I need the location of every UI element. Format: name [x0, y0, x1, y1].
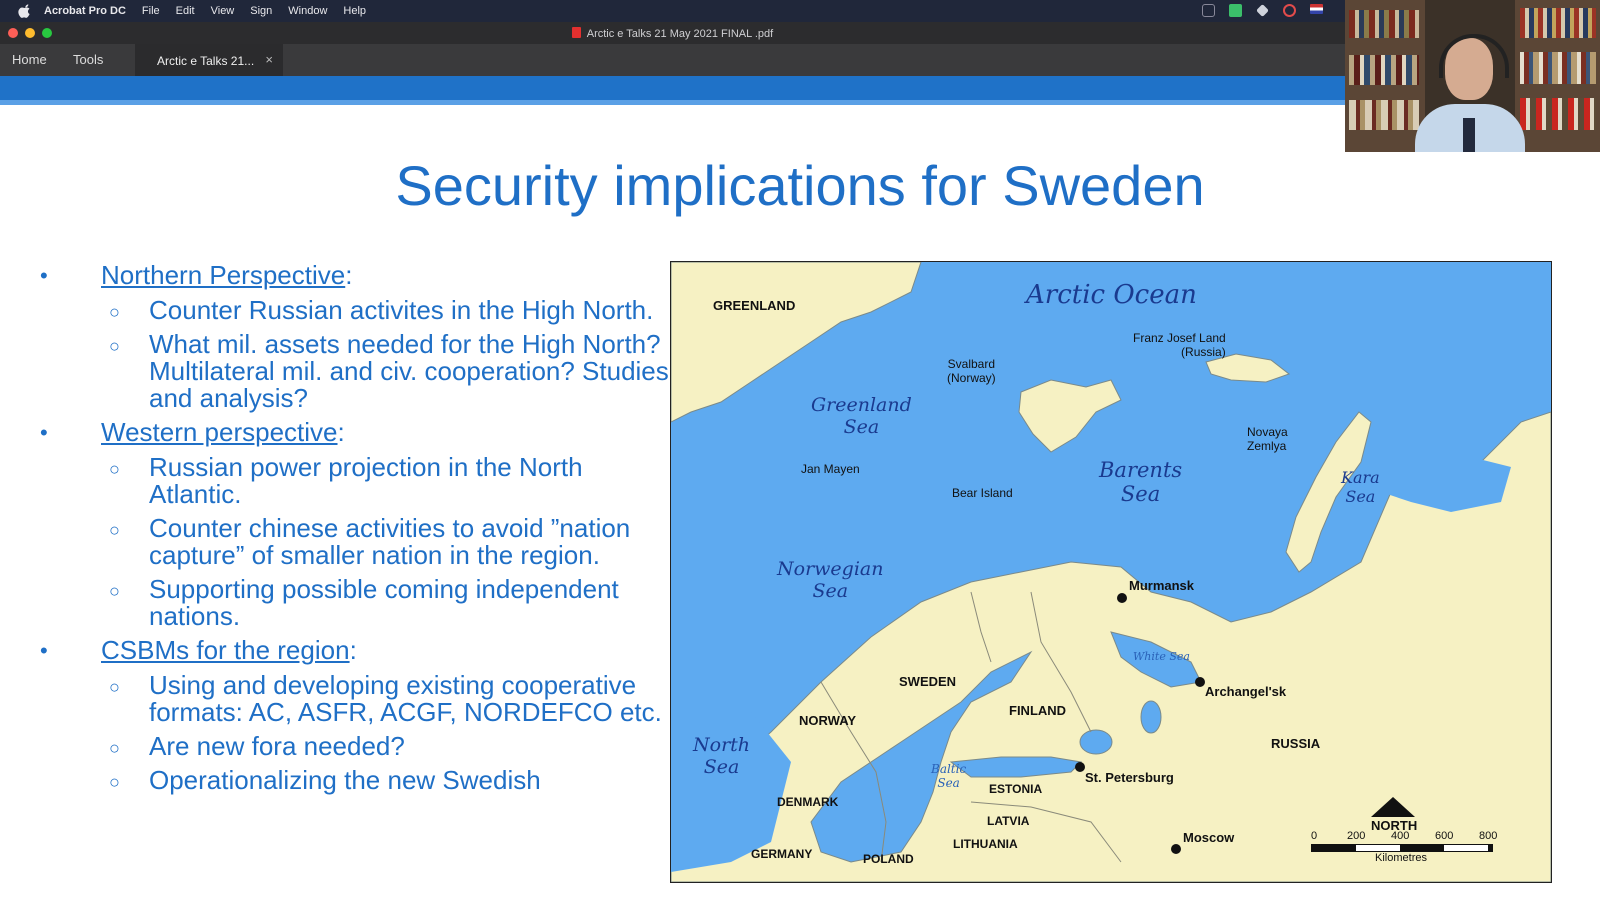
flag-icon[interactable] — [1310, 4, 1323, 14]
screen-share-icon[interactable] — [1202, 4, 1215, 17]
section-heading-link[interactable]: CSBMs for the region — [101, 635, 350, 665]
bullet-section — [40, 419, 670, 446]
label-latvia: LATVIA — [987, 814, 1030, 828]
sub-bullet: ○ What mil. assets needed for the High North? Multilateral mil. and civ. cooperation? Studies and analysis? — [40, 331, 670, 412]
section-heading-suffix: : — [337, 417, 345, 447]
menu-file[interactable]: File — [141, 5, 160, 17]
lake-ladoga — [1080, 730, 1112, 754]
apple-icon[interactable] — [18, 4, 32, 18]
label-greenland: GREENLAND — [713, 298, 796, 313]
city-dot-archangelsk — [1195, 677, 1205, 687]
sea-name: Greenland — [811, 394, 912, 416]
island-owner: (Russia) — [1181, 345, 1226, 359]
scale-tick: 200 — [1347, 830, 1366, 842]
book-row — [1349, 10, 1419, 38]
label-finland: FINLAND — [1009, 703, 1067, 718]
slide-title: Security implications for Sweden — [395, 154, 1205, 217]
label-svalbard — [947, 357, 996, 385]
speaker-tie — [1463, 118, 1475, 152]
arctic-map — [670, 261, 1552, 883]
sub-bullet: ○ Operationalizing the new Swedish — [40, 767, 670, 794]
label-sweden: SWEDEN — [899, 674, 957, 689]
scale-tick: 800 — [1479, 830, 1498, 842]
scale-bar-graphic — [1311, 844, 1493, 852]
menu-view[interactable]: View — [210, 5, 235, 17]
sea-name: White — [1133, 650, 1166, 663]
sea-name: Norwegian — [777, 558, 884, 580]
svalbard-land — [1019, 380, 1121, 452]
menu-edit[interactable]: Edit — [175, 5, 195, 17]
slide-header-accent — [0, 100, 1345, 105]
scale-tick: 600 — [1435, 830, 1454, 842]
label-denmark: DENMARK — [777, 795, 839, 809]
city-dot-moscow — [1171, 844, 1181, 854]
participant-video — [1345, 0, 1600, 152]
tab-tools[interactable]: Tools — [73, 52, 104, 67]
scale-bar — [1311, 830, 1501, 864]
island-owner: Zemlya — [1247, 439, 1287, 453]
label-kara-sea — [1341, 468, 1380, 506]
bottom-strip — [0, 885, 1600, 903]
dropbox-icon[interactable] — [1256, 4, 1269, 17]
status-tray — [1202, 4, 1323, 17]
pdf-file-icon — [572, 27, 581, 38]
label-estonia: ESTONIA — [989, 782, 1043, 796]
lake-onega — [1141, 701, 1161, 733]
book-row — [1349, 100, 1419, 130]
label-novaya-zemlya — [1247, 425, 1288, 453]
sea-suffix: Sea — [703, 756, 740, 778]
scale-unit: Kilometres — [1375, 852, 1427, 864]
menu-window[interactable]: Window — [288, 5, 328, 17]
label-bear-island: Bear Island — [952, 486, 1013, 500]
menu-help[interactable]: Help — [343, 5, 367, 17]
sea-name: Kara — [1341, 468, 1380, 487]
label-st-petersburg: St. Petersburg — [1085, 770, 1174, 785]
sea-name: Barents — [1099, 458, 1183, 482]
label-north-sea — [693, 734, 750, 778]
tab-bar — [0, 44, 1345, 76]
sub-bullet: ○ Russian power projection in the North Atlantic. — [40, 454, 670, 508]
sea-suffix: Sea — [1169, 650, 1190, 663]
section-heading-link[interactable]: Western perspective — [101, 417, 338, 447]
tab-home[interactable]: Home — [12, 52, 47, 67]
label-barents-sea — [1099, 458, 1182, 506]
sea-suffix: Sea — [1120, 482, 1161, 506]
label-baltic-sea — [931, 762, 966, 790]
island-name: Novaya — [1247, 425, 1288, 439]
label-white-sea — [1133, 650, 1190, 663]
slide-bullets — [40, 262, 670, 801]
sub-bullet: ○ Counter Russian activites in the High North. — [40, 297, 670, 324]
section-heading-suffix: : — [349, 635, 357, 665]
scale-ticks — [1311, 830, 1501, 844]
sub-bullet: ○ Counter chinese activities to avoid ”nation capture” of smaller nation in the region. — [40, 515, 670, 569]
label-arctic-ocean: Arctic Ocean — [1026, 280, 1197, 310]
label-norway: NORWAY — [799, 713, 857, 728]
book-row — [1520, 98, 1596, 130]
slide-header-band — [0, 76, 1345, 100]
label-lithuania: LITHUANIA — [953, 837, 1018, 851]
sync-icon[interactable] — [1229, 4, 1242, 17]
sea-suffix: Sea — [937, 776, 960, 790]
bullet-section — [40, 262, 670, 289]
window-title — [0, 27, 1345, 40]
sea-name: North — [693, 734, 751, 756]
creative-cloud-icon[interactable] — [1283, 4, 1296, 17]
sub-bullet: ○ Are new fora needed? — [40, 733, 670, 760]
city-dot-murmansk — [1117, 593, 1127, 603]
label-jan-mayen: Jan Mayen — [801, 462, 860, 476]
book-row — [1520, 52, 1596, 84]
section-heading-suffix: : — [345, 260, 353, 290]
section-heading-link[interactable]: Northern Perspective — [101, 260, 346, 290]
sea-suffix: Sea — [843, 416, 880, 438]
island-name: Svalbard — [947, 357, 996, 371]
menu-sign[interactable]: Sign — [250, 5, 273, 17]
label-poland: POLAND — [863, 852, 914, 866]
bullet-section — [40, 637, 670, 664]
sea-suffix: Sea — [1345, 487, 1376, 506]
label-murmansk: Murmansk — [1129, 578, 1195, 593]
menu-app-name[interactable]: Acrobat Pro DC — [44, 5, 126, 17]
sea-suffix: Sea — [812, 580, 849, 602]
label-north-compass: NORTH — [1371, 818, 1418, 833]
label-germany: GERMANY — [751, 847, 813, 861]
sub-bullet: ○ Using and developing existing cooperative formats: AC, ASFR, ACGF, NORDEFCO etc. — [40, 672, 670, 726]
island-name: Franz Josef Land — [1133, 331, 1226, 345]
menu-bar — [0, 0, 1345, 22]
tab-document-label: Arctic e Talks 21... — [157, 54, 255, 68]
window-title-text: Arctic e Talks 21 May 2021 FINAL .pdf — [586, 28, 774, 40]
scale-tick: 0 — [1311, 830, 1318, 842]
sub-bullet: ○ Supporting possible coming independent nations. — [40, 576, 670, 630]
book-row — [1520, 8, 1596, 38]
label-norwegian-sea — [777, 558, 883, 602]
headset-icon — [1439, 34, 1509, 78]
label-archangelsk: Archangel'sk — [1205, 684, 1287, 699]
tab-document[interactable] — [135, 44, 283, 76]
city-dot-st-petersburg — [1075, 762, 1085, 772]
book-row — [1349, 55, 1419, 85]
close-tab-icon[interactable]: × — [265, 52, 273, 67]
label-russia: RUSSIA — [1271, 736, 1321, 751]
window-titlebar — [0, 22, 1345, 44]
sea-name: Baltic — [931, 762, 967, 776]
label-moscow: Moscow — [1183, 830, 1235, 845]
label-greenland-sea — [811, 394, 912, 438]
scale-tick: 400 — [1391, 830, 1410, 842]
island-owner: (Norway) — [947, 371, 996, 385]
label-franz-josef-land — [1133, 331, 1226, 359]
